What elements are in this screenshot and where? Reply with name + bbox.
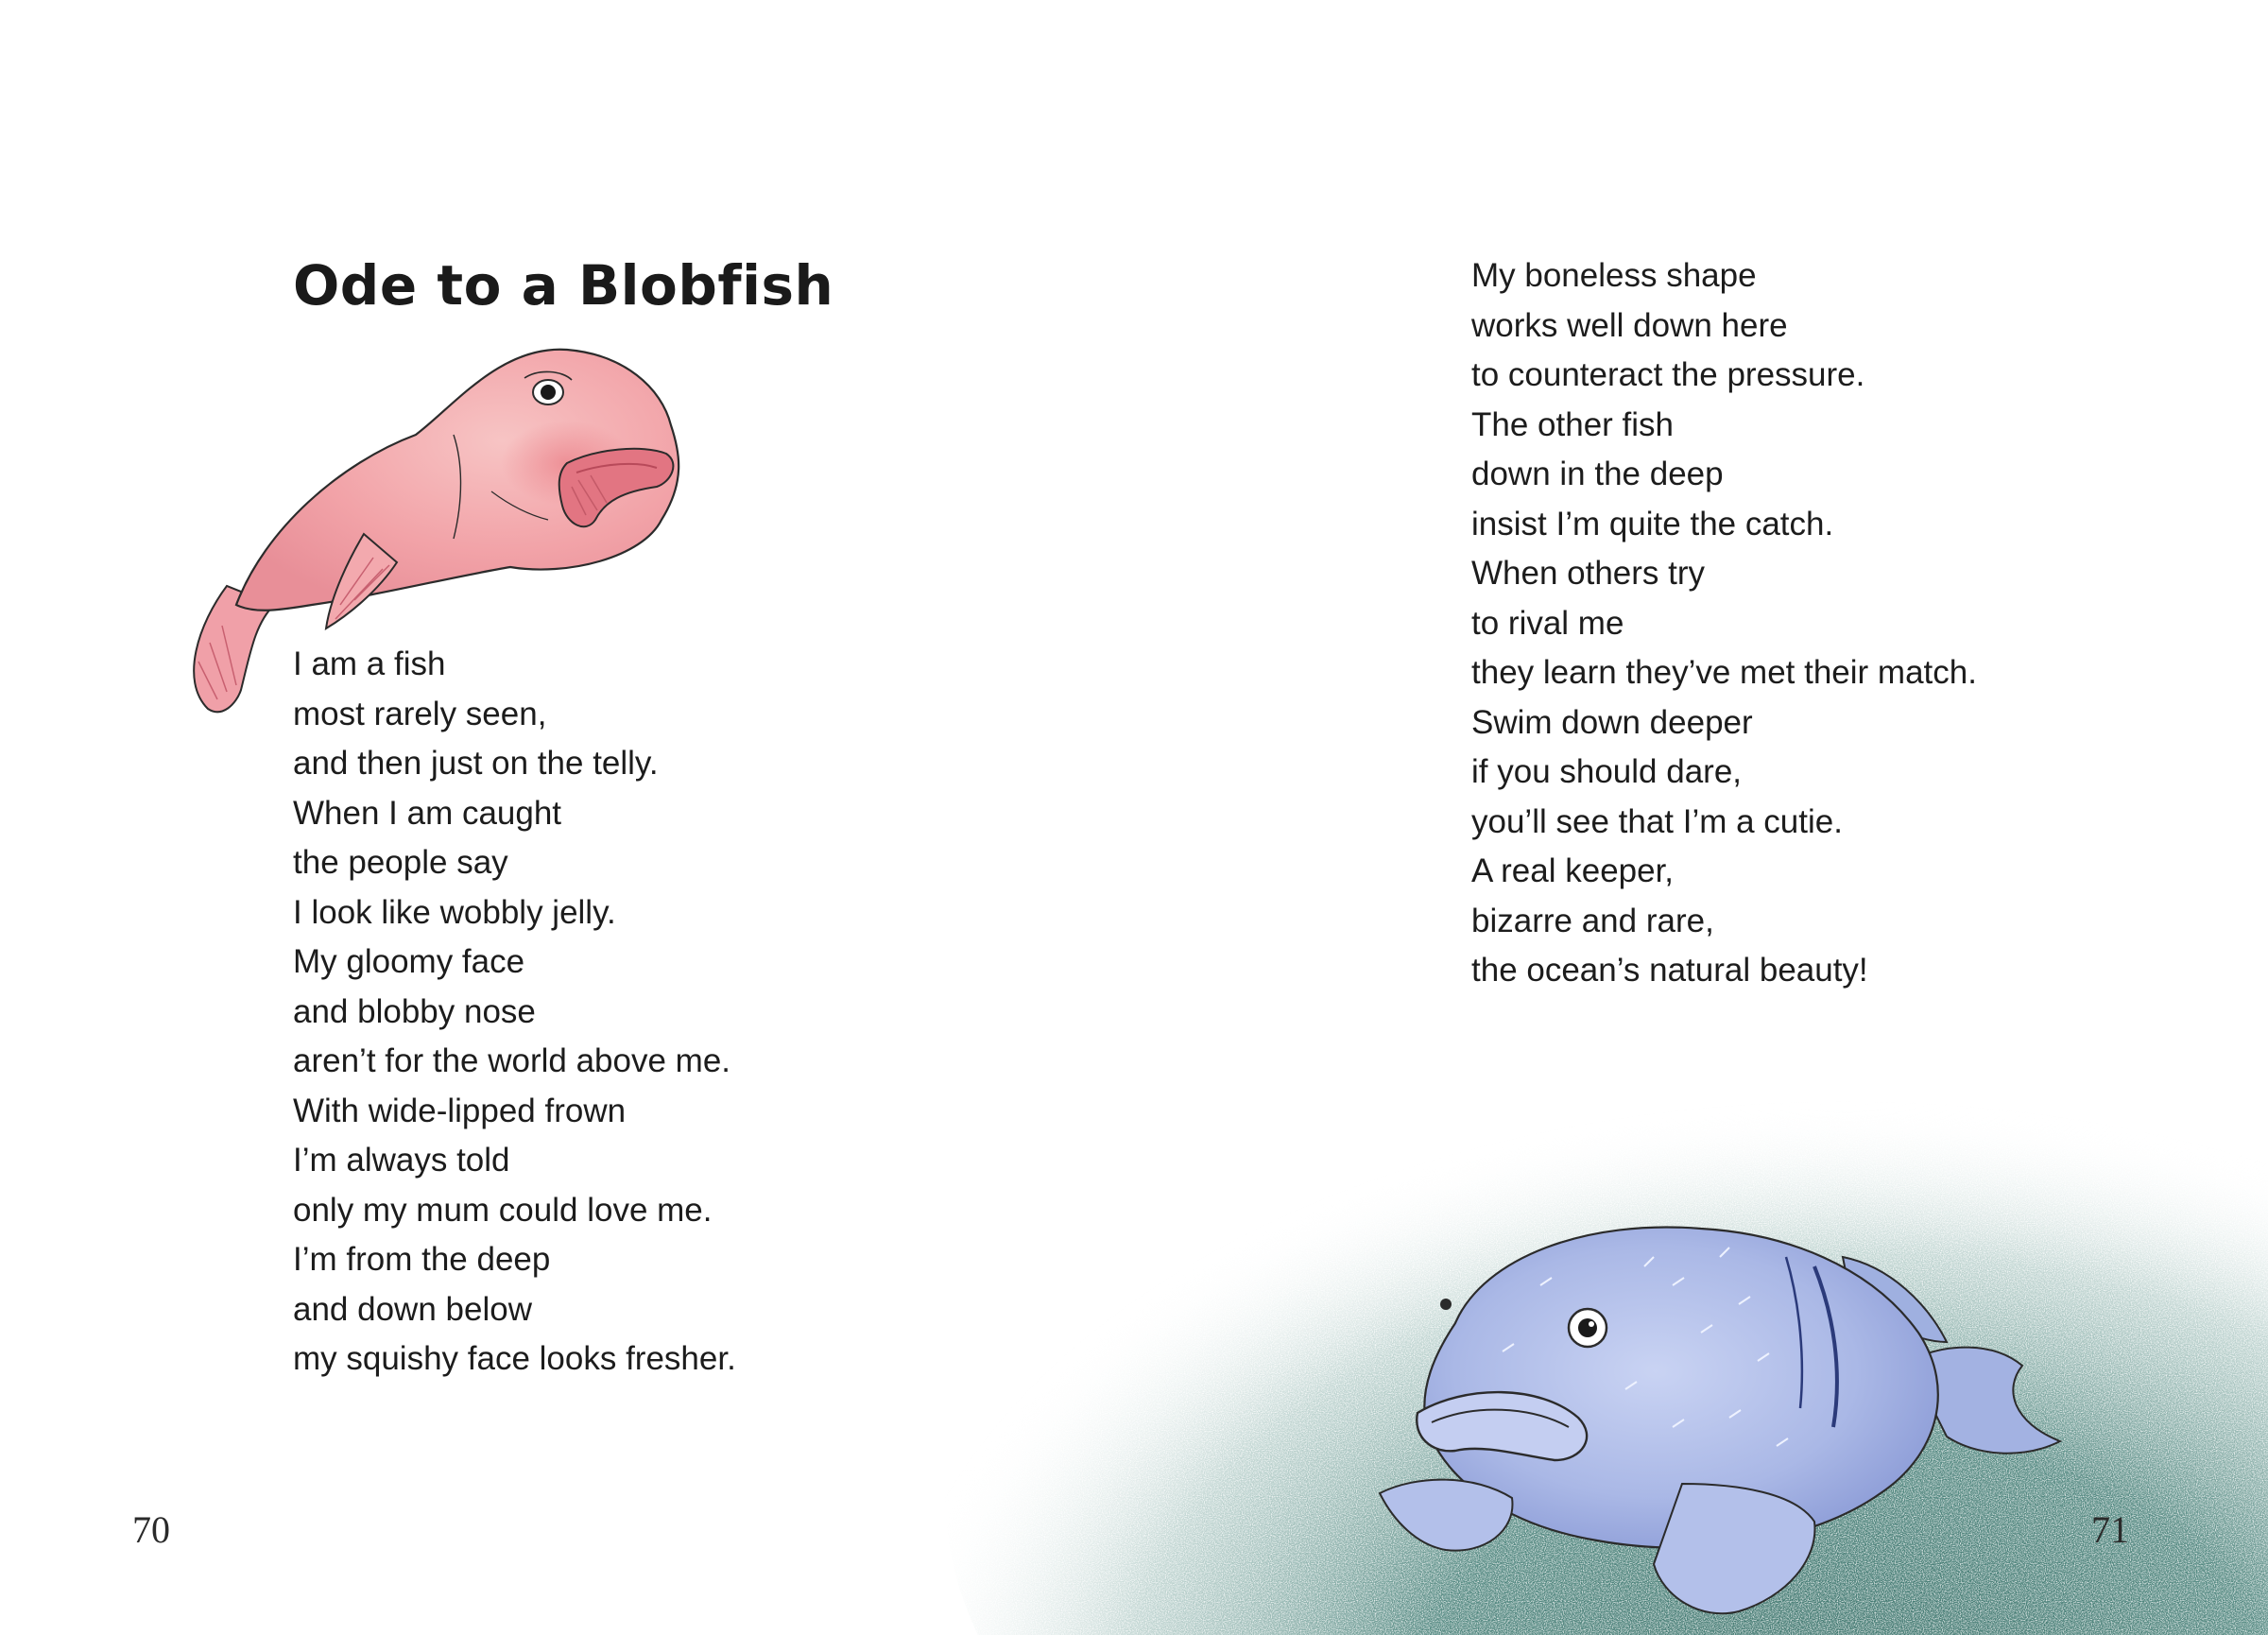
poem-line: they learn they’ve met their match. <box>1471 654 1977 691</box>
poem-line: With wide-lipped frown <box>293 1092 627 1129</box>
poem-line: my squishy face looks fresher. <box>293 1340 736 1377</box>
poem-line: works well down here <box>1471 306 1788 344</box>
poem-line: aren’t for the world above me. <box>293 1042 731 1079</box>
poem-line: and then just on the telly. <box>293 745 659 782</box>
poem-line: I’m always told <box>293 1142 510 1179</box>
poem-line: the people say <box>293 844 508 881</box>
poem-line: and blobby nose <box>293 992 536 1030</box>
page-number-right: 71 <box>2091 1508 2129 1551</box>
poem-line: I am a fish <box>293 645 446 682</box>
poem-line: The other fish <box>1471 405 1674 443</box>
poem-line: bizarre and rare, <box>1471 902 1714 939</box>
poem-line: to counteract the pressure. <box>1471 356 1865 393</box>
poem-line: the ocean’s natural beauty! <box>1471 952 1868 989</box>
poem-title: Ode to a Blobfish <box>293 253 834 318</box>
poem-line: Swim down deeper <box>1471 703 1753 741</box>
page-number-left: 70 <box>132 1508 170 1551</box>
poem-line: to rival me <box>1471 604 1624 642</box>
poem-line: most rarely seen, <box>293 695 547 732</box>
poem-line: When I am caught <box>293 794 562 832</box>
poem-line: you’ll see that I’m a cutie. <box>1471 802 1843 840</box>
poem-line: I look like wobbly jelly. <box>293 893 616 931</box>
poem-line: When others try <box>1471 555 1706 592</box>
poem-line: My boneless shape <box>1471 257 1757 294</box>
poem-line: only my mum could love me. <box>293 1191 713 1229</box>
poem-stanza-left <box>293 640 736 1385</box>
poem-line: insist I’m quite the catch. <box>1471 505 1834 542</box>
poem-line: I’m from the deep <box>293 1241 551 1278</box>
poem-line: down in the deep <box>1471 456 1724 492</box>
poem-line: and down below <box>293 1290 532 1328</box>
poem-line: A real keeper, <box>1471 852 1675 889</box>
poem-line: My gloomy face <box>293 943 525 980</box>
poem-stanza-right <box>1471 251 1977 996</box>
poem-line: if you should dare, <box>1471 753 1743 790</box>
blue-blobfish-illustration <box>1342 1200 2079 1635</box>
